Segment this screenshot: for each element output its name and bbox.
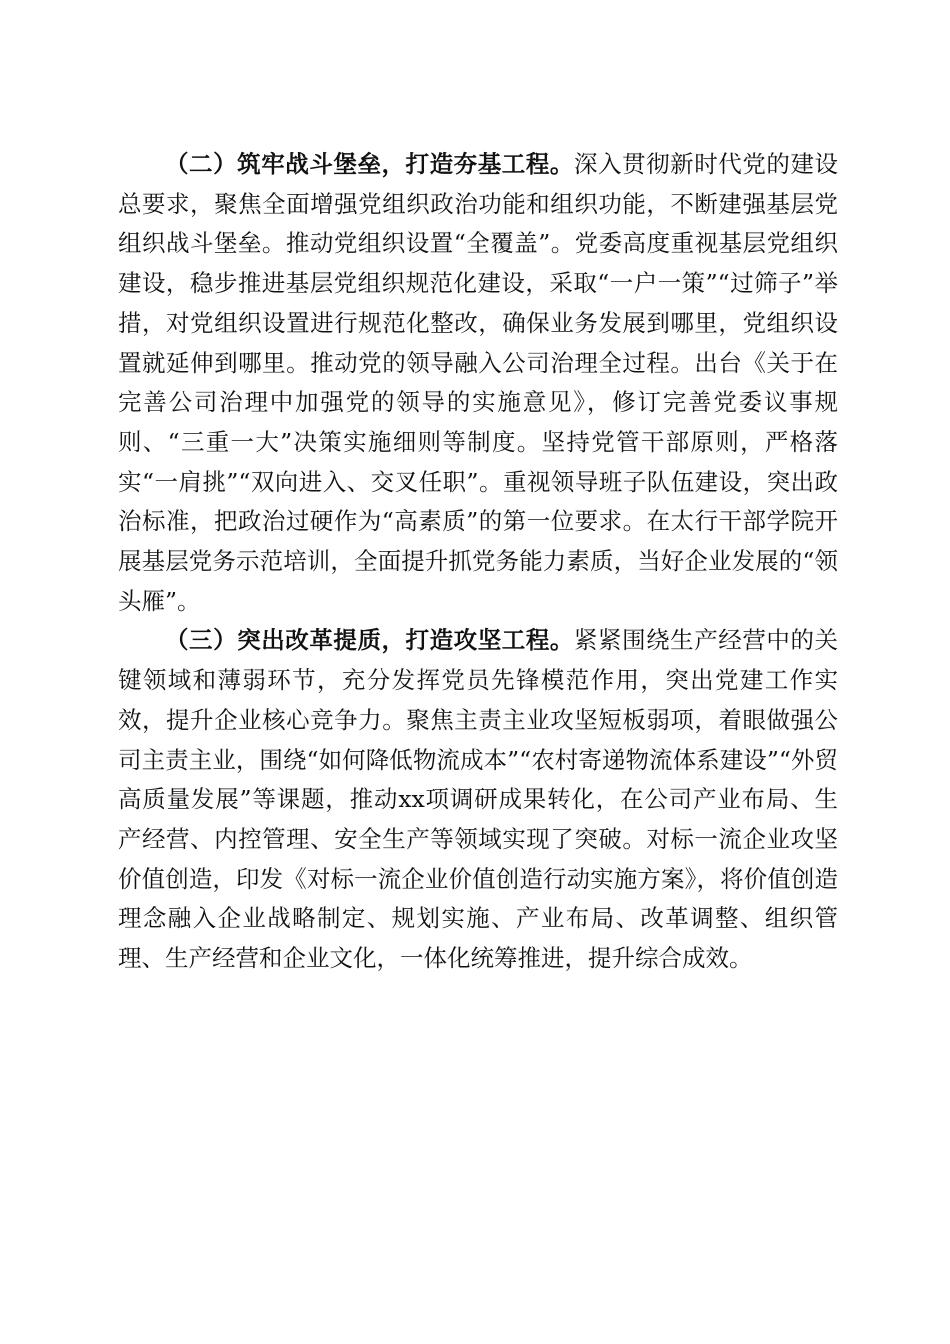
section-heading-3: （三）突出改革提质，打造攻坚工程。 <box>165 626 574 655</box>
paragraph-3 <box>118 621 838 978</box>
paragraph-3-text: 紧紧围绕生产经营中的关键领域和薄弱环节，充分发挥党员先锋模范作用，突出党建工作实效，提升企业核心竞争力。聚焦主责主业攻坚短板弱项，着眼做强公司主责主业，围绕“如何降低物流成本”“农村寄递物流体系建设”“外贸高质量发展”等课题，推动xx项调研成果转化，在公司产业布局、生产经营、内控管理、安全生产等领域实现了突破。对标一流企业攻坚价值创造，印发《对标一流企业价值创造行动实施方案》，将价值创造理念融入企业战略制定、规划实施、产业布局、改革调整、组织管理、生产经营和企业文化，一体化统筹推进，提升综合成效。 <box>118 626 839 973</box>
paragraph-2-text: 深入贯彻新时代党的建设总要求，聚焦全面增强党组织政治功能和组织功能，不断建强基层党组织战斗堡垒。推动党组织设置“全覆盖”。党委高度重视基层党组织建设，稳步推进基层党组织规范化建设，采取“一户一策”“过筛子”举措，对党组织设置进行规范化整改，确保业务发展到哪里，党组织设置就延伸到哪里。推动党的领导融入公司治理全过程。出台《关于在完善公司治理中加强党的领导的实施意见》，修订完善党委议事规则、“三重一大”决策实施细则等制度。坚持党管干部原则，严格落实“一肩挑”“双向进入、交叉任职”。重视领导班子队伍建设，突出政治标准，把政治过硬作为“高素质”的第一位要求。在太行干部学院开展基层党务示范培训，全面提升抓党务能力素质，当好企业发展的“领头雁”。 <box>118 150 839 615</box>
paragraph-2 <box>118 145 838 621</box>
section-heading-2: （二）筑牢战斗堡垒，打造夯基工程。 <box>165 150 574 178</box>
document-body <box>118 145 838 979</box>
